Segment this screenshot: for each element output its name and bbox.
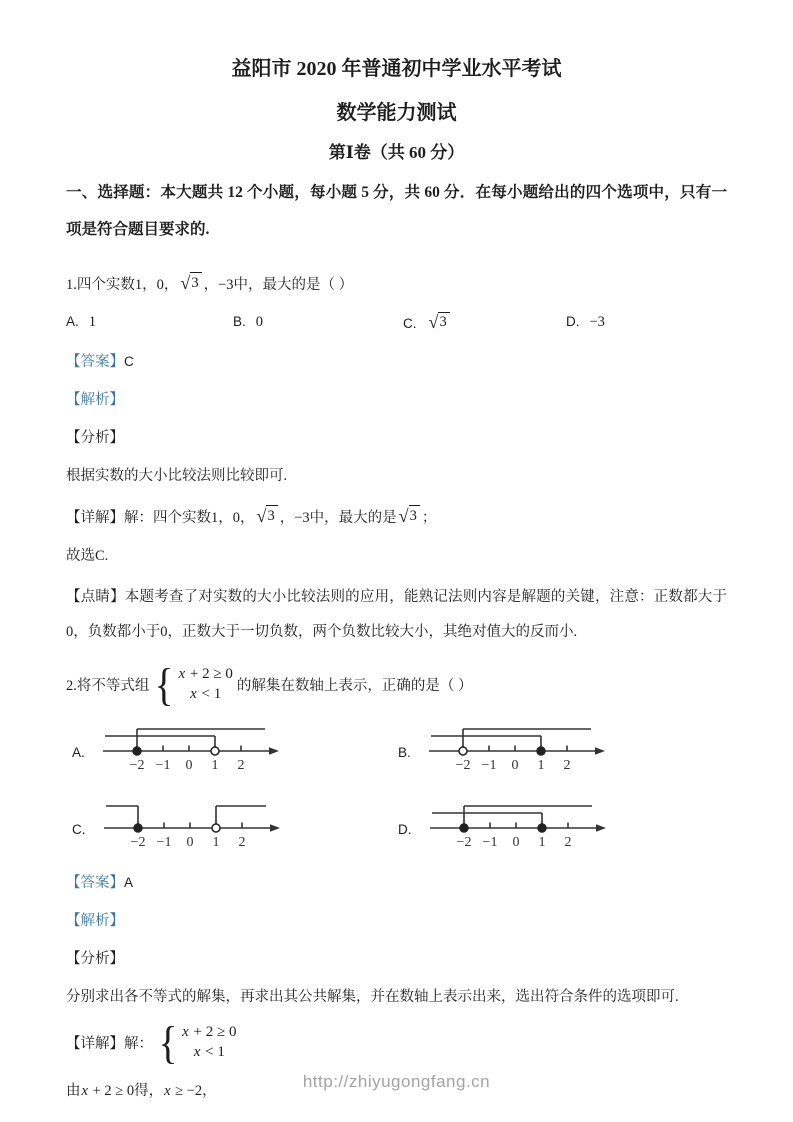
svg-text:−2: −2 xyxy=(456,834,471,850)
option-label: C. xyxy=(403,315,417,331)
option-label: A. xyxy=(66,313,79,329)
svg-text:0: 0 xyxy=(511,757,519,773)
doc-title: 益阳市 2020 年普通初中学业水平考试 xyxy=(231,58,562,80)
q2-stem xyxy=(66,658,727,710)
sqrt-3-symbol xyxy=(399,505,420,525)
option-label: C. xyxy=(72,821,86,837)
xiangjie-suffix: ； xyxy=(421,509,437,526)
answer-value: A xyxy=(124,874,134,890)
svg-text:−1: −1 xyxy=(156,834,171,850)
radical-sign: √ xyxy=(180,272,191,293)
q1-jiexi-line xyxy=(66,391,727,409)
q2-fenxi-text: 分别求出各不等式的解集，再求出其公共解集，并在数轴上表示出来，选出符合条件的选项即可. xyxy=(66,988,679,1005)
option-value: 1 xyxy=(88,313,97,330)
xiangjie-label: 【详解】 xyxy=(66,1036,124,1053)
radicand: 3 xyxy=(438,312,449,331)
xiangjie-prefix: 解： xyxy=(124,1036,153,1053)
q1-stem-suffix: ，−3中，最大的是（ ） xyxy=(203,276,354,293)
svg-text:1: 1 xyxy=(211,757,219,773)
option-label: B. xyxy=(233,313,246,329)
q2-followup-line: 由x + 2 ≥ 0得，x ≥ −2， xyxy=(66,1082,217,1099)
q1-options-row xyxy=(66,312,727,333)
q1-fenxi-line xyxy=(66,429,727,447)
option-label: B. xyxy=(398,744,411,760)
xiangjie-prefix: 解：四个实数1，0， xyxy=(124,509,255,526)
svg-text:0: 0 xyxy=(185,757,193,773)
answer-value: C xyxy=(124,353,134,369)
q1-fenxi-text: 根据实数的大小比较法则比较即可. xyxy=(66,467,288,484)
doc-subtitle: 数学能力测试 xyxy=(336,102,457,124)
svg-text:−1: −1 xyxy=(482,834,497,850)
q1-option-a xyxy=(66,314,233,331)
q1-answer-line xyxy=(66,353,727,371)
svg-text:1: 1 xyxy=(212,834,219,850)
system-brace: { xyxy=(155,658,174,710)
system-brace: { xyxy=(158,1016,178,1068)
radicand: 3 xyxy=(409,505,420,525)
volume-heading: 第Ⅰ卷（共 60 分） xyxy=(328,143,465,162)
q2-option-a xyxy=(66,718,392,781)
numberline-figure-d xyxy=(426,795,616,858)
q2-answer-line xyxy=(66,874,727,892)
svg-text:1: 1 xyxy=(538,834,545,850)
q1-xiangjie-line xyxy=(66,505,727,527)
svg-text:2: 2 xyxy=(563,757,571,773)
radical-sign: √ xyxy=(428,311,439,332)
fenxi-label: 【分析】 xyxy=(66,950,124,967)
inequality-system xyxy=(153,658,233,710)
svg-text:0: 0 xyxy=(186,834,193,850)
svg-text:−2: −2 xyxy=(130,834,145,850)
option-label: D. xyxy=(566,313,580,329)
option-label: A. xyxy=(72,744,85,760)
sqrt-3-symbol xyxy=(180,272,201,292)
q1-conclusion: 故选C. xyxy=(66,547,109,564)
q1-option-b xyxy=(233,314,403,331)
radical-sign: √ xyxy=(398,505,409,526)
footer-url: http://zhiyugongfang.cn xyxy=(302,1072,491,1091)
xiangjie-label: 【详解】 xyxy=(66,509,124,526)
section-heading: 一、选择题：本大题共 12 个小题，每小题 5 分，共 60 分．在每小题给出的四个选项中，只有一项是符合题目要求的. xyxy=(66,184,727,238)
q2-jiexi-line xyxy=(66,912,727,930)
svg-text:0: 0 xyxy=(512,834,519,850)
option-value: −3 xyxy=(589,313,605,330)
radicand: 3 xyxy=(190,272,201,292)
q1-stem-prefix: 1.四个实数1，0， xyxy=(66,276,179,293)
numberline-figure-b xyxy=(425,718,615,781)
radical-sign: √ xyxy=(256,505,267,526)
q2-option-c xyxy=(66,795,392,858)
q2-xiangjie-line xyxy=(66,1016,727,1068)
q2-option-d xyxy=(392,795,727,858)
jiexi-label: 【解析】 xyxy=(66,912,124,929)
dianjing-label: 【点睛】 xyxy=(66,588,125,605)
numberline-figure-c xyxy=(100,795,290,858)
q2-stem-prefix: 2.将不等式组 xyxy=(66,678,150,695)
fenxi-label: 【分析】 xyxy=(66,429,124,446)
q2-stem-suffix: 的解集在数轴上表示，正确的是（ ） xyxy=(236,678,473,695)
inequality-system xyxy=(157,1016,237,1068)
q2-option-b xyxy=(392,718,727,781)
svg-text:−1: −1 xyxy=(481,757,497,773)
sqrt-3-symbol xyxy=(257,505,278,525)
q2-fenxi-line xyxy=(66,950,727,968)
dianjing-text: 本题考查了对实数的大小比较法则的应用，能熟记法则内容是解题的关键，注意：正数都大于0，负数都小于0，正数大于一切负数，两个负数比较大小，其绝对值大的反而小. xyxy=(66,588,728,640)
svg-text:2: 2 xyxy=(238,834,245,850)
q1-option-c xyxy=(403,312,566,333)
q1-option-d xyxy=(566,314,727,331)
svg-text:2: 2 xyxy=(237,757,245,773)
svg-text:−1: −1 xyxy=(155,757,171,773)
system-row-2: x < 1 xyxy=(193,1044,225,1061)
svg-text:1: 1 xyxy=(537,757,545,773)
system-row-1: x + 2 ≥ 0 xyxy=(182,1024,237,1041)
jiexi-label: 【解析】 xyxy=(66,391,124,408)
system-row-1: x + 2 ≥ 0 xyxy=(178,666,233,683)
option-value: 0 xyxy=(255,313,264,330)
svg-text:−2: −2 xyxy=(455,757,471,773)
sqrt-3-symbol xyxy=(429,312,450,331)
system-rows xyxy=(181,1024,236,1061)
q1-stem xyxy=(66,272,727,294)
q2-options-grid xyxy=(66,718,727,858)
system-rows xyxy=(177,666,232,703)
svg-text:2: 2 xyxy=(564,834,571,850)
answer-label: 【答案】 xyxy=(66,353,124,370)
option-label: D. xyxy=(398,821,412,837)
xiangjie-mid: ，−3中，最大的是 xyxy=(279,509,397,526)
q1-dianjing xyxy=(66,580,727,650)
radicand: 3 xyxy=(266,505,277,525)
numberline-figure-a xyxy=(99,718,289,781)
system-row-2: x < 1 xyxy=(190,686,222,703)
svg-text:−2: −2 xyxy=(129,757,145,773)
answer-label: 【答案】 xyxy=(66,874,124,891)
